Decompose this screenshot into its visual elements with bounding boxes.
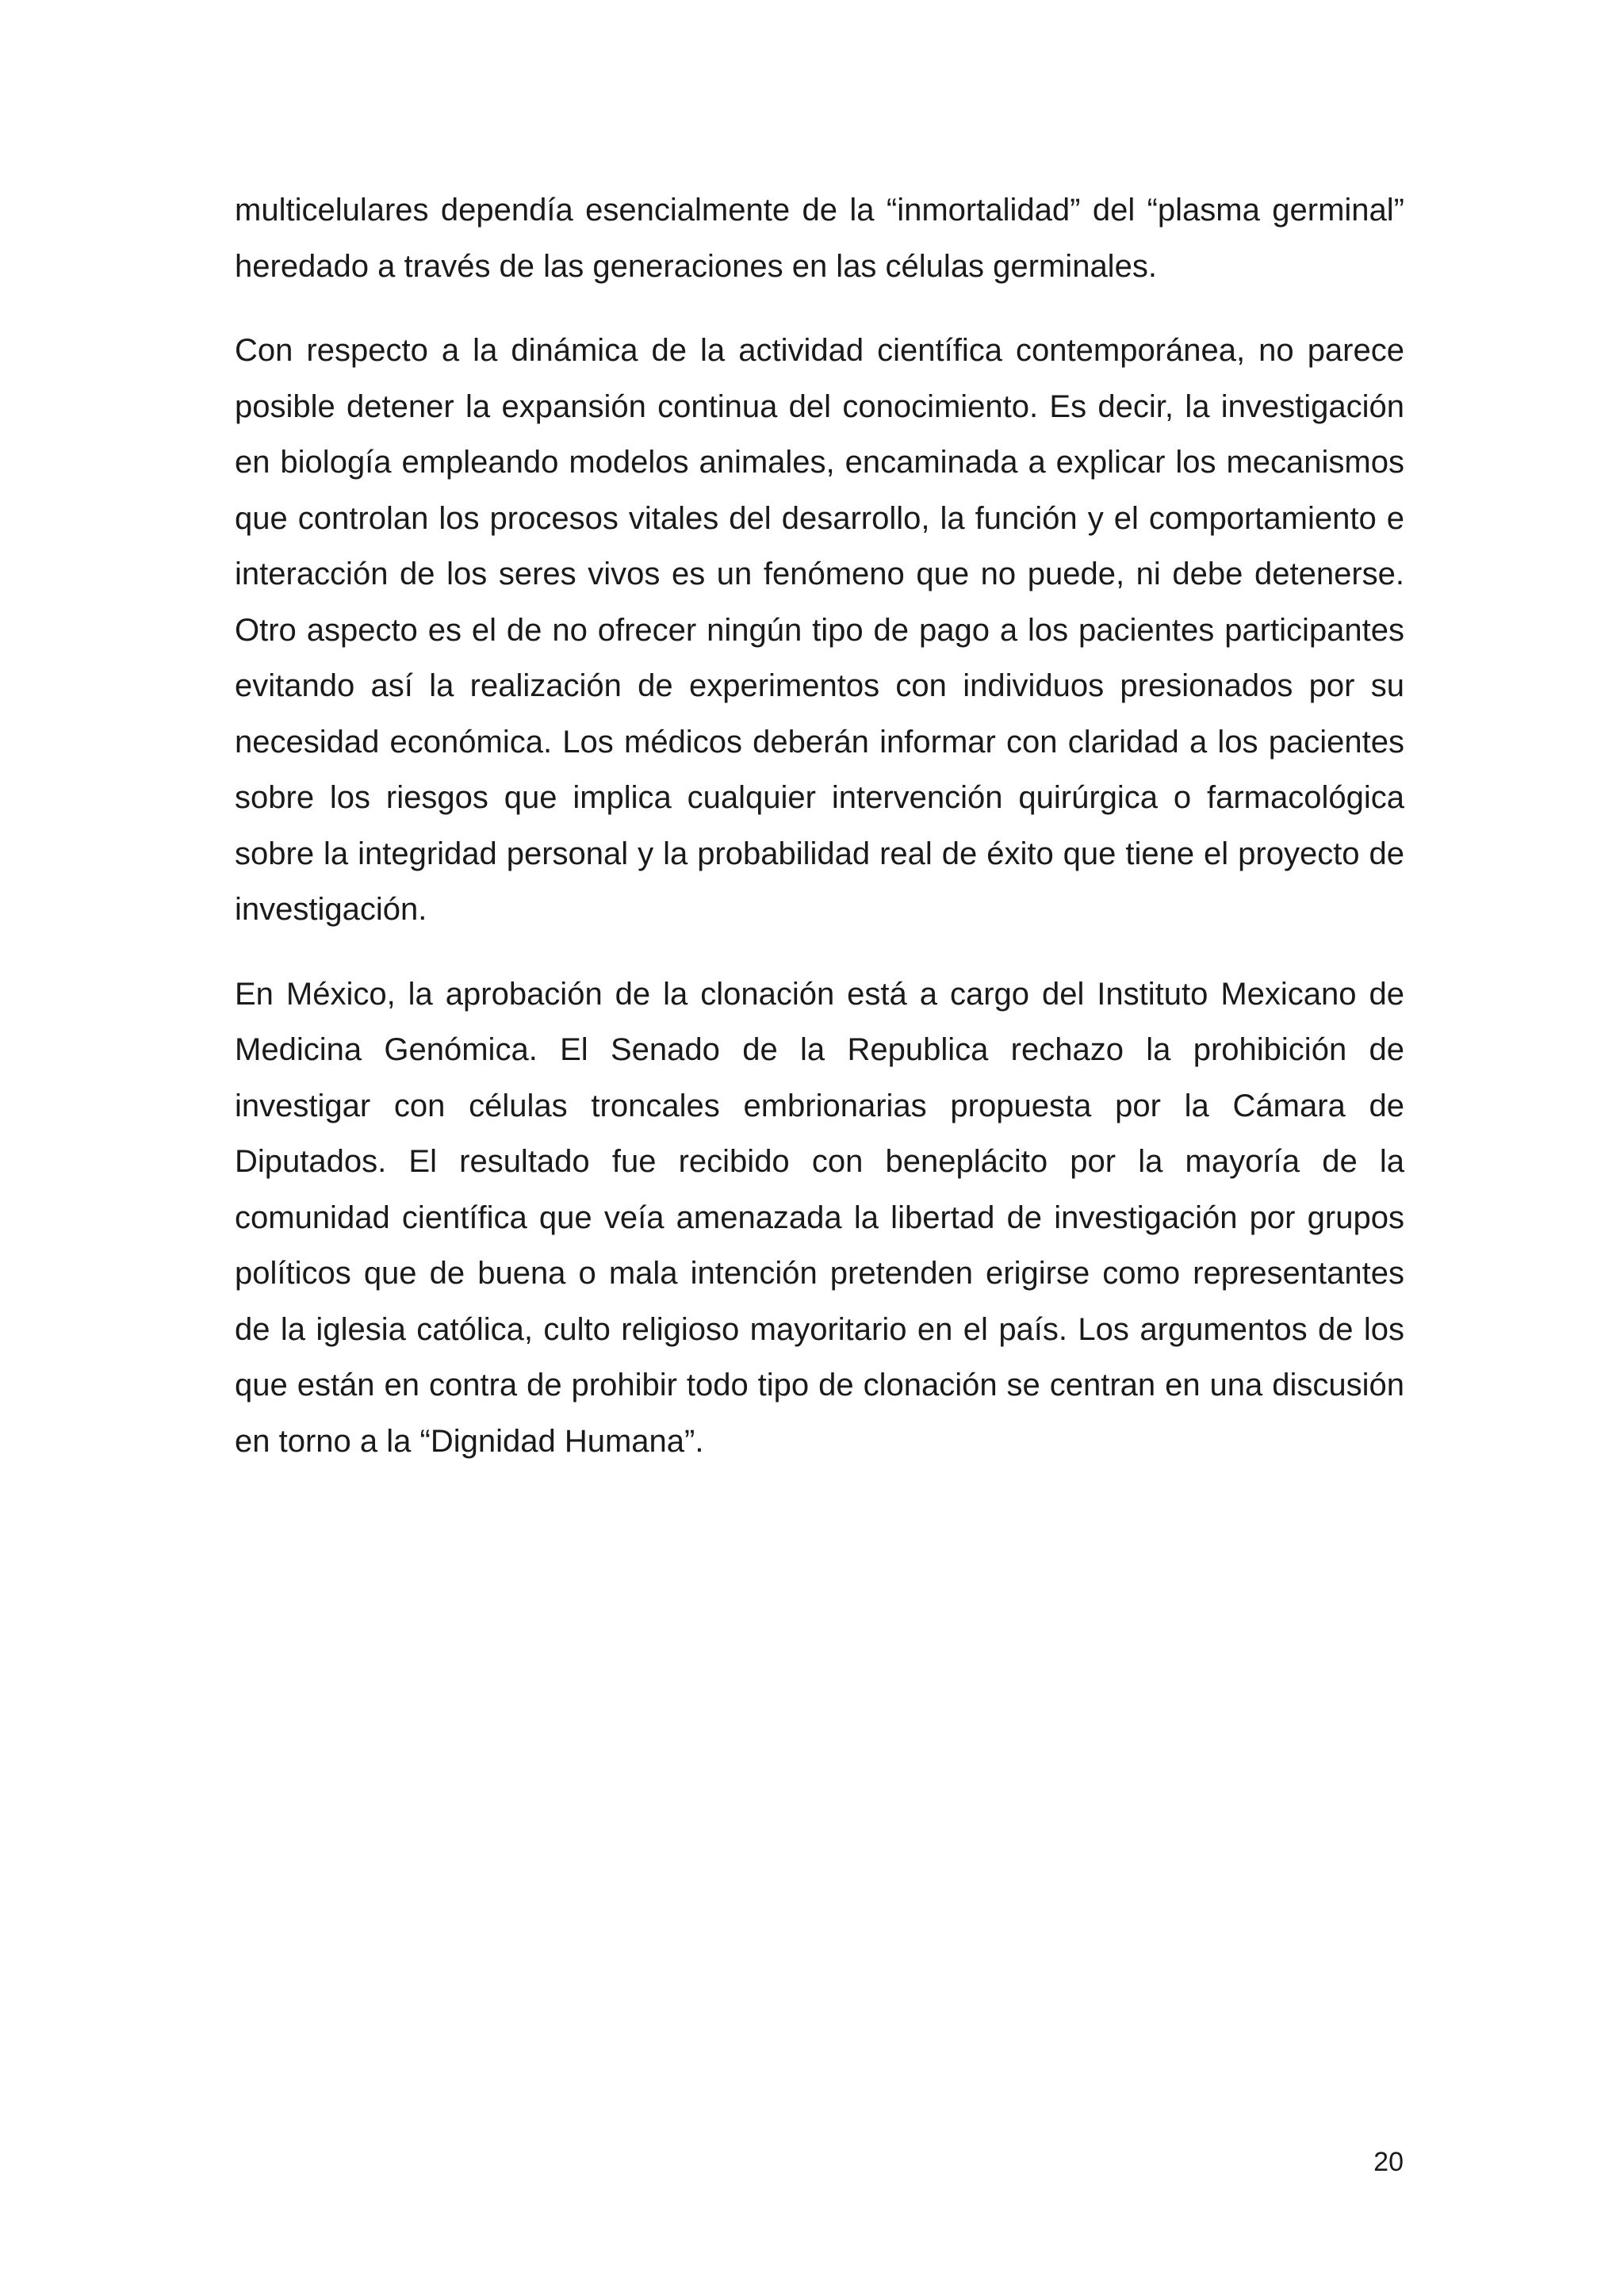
paragraph-3: En México, la aprobación de la clonación está a cargo del Instituto Mexicano de Medicina Genómica. El Senado de la Republica rechazo la prohibición de investigar con células troncales embrionarias propuesta por la Cámara de Diputados. El resultado fue recibido con beneplácito por la mayoría de la comunidad científica que veía amenazada la libertad de investigación por grupos políticos que de buena o mala intención pretenden erigirse como representantes de la iglesia católica, culto religioso mayoritario en el país. Los argumentos de los que están en contra de prohibir todo tipo de clonación se centran en una discusión en torno a la “Dignidad Humana”. <box>235 976 1404 1459</box>
body-text <box>235 182 1404 1498</box>
paragraph-1: multicelulares dependía esencialmente de la “inmortalidad” del “plasma germinal” heredado a través de las generaciones en las células germinales. <box>235 193 1404 284</box>
paragraph-2: Con respecto a la dinámica de la actividad científica contemporánea, no parece posible detener la expansión continua del conocimiento. Es decir, la investigación en biología empleando modelos animales, encaminada a explicar los mecanismos que controlan los procesos vitales del desarrollo, la función y el comportamiento e interacción de los seres vivos es un fenómeno que no puede, ni debe detenerse. Otro aspecto es el de no ofrecer ningún tipo de pago a los pacientes participantes evitando así la realización de experimentos con individuos presionados por su necesidad económica. Los médicos deberán informar con claridad a los pacientes sobre los riesgos que implica cualquier intervención quirúrgica o farmacológica sobre la integridad personal y la probabilidad real de éxito que tiene el proyecto de investigación. <box>235 333 1404 927</box>
page-number: 20 <box>1373 2147 1404 2177</box>
